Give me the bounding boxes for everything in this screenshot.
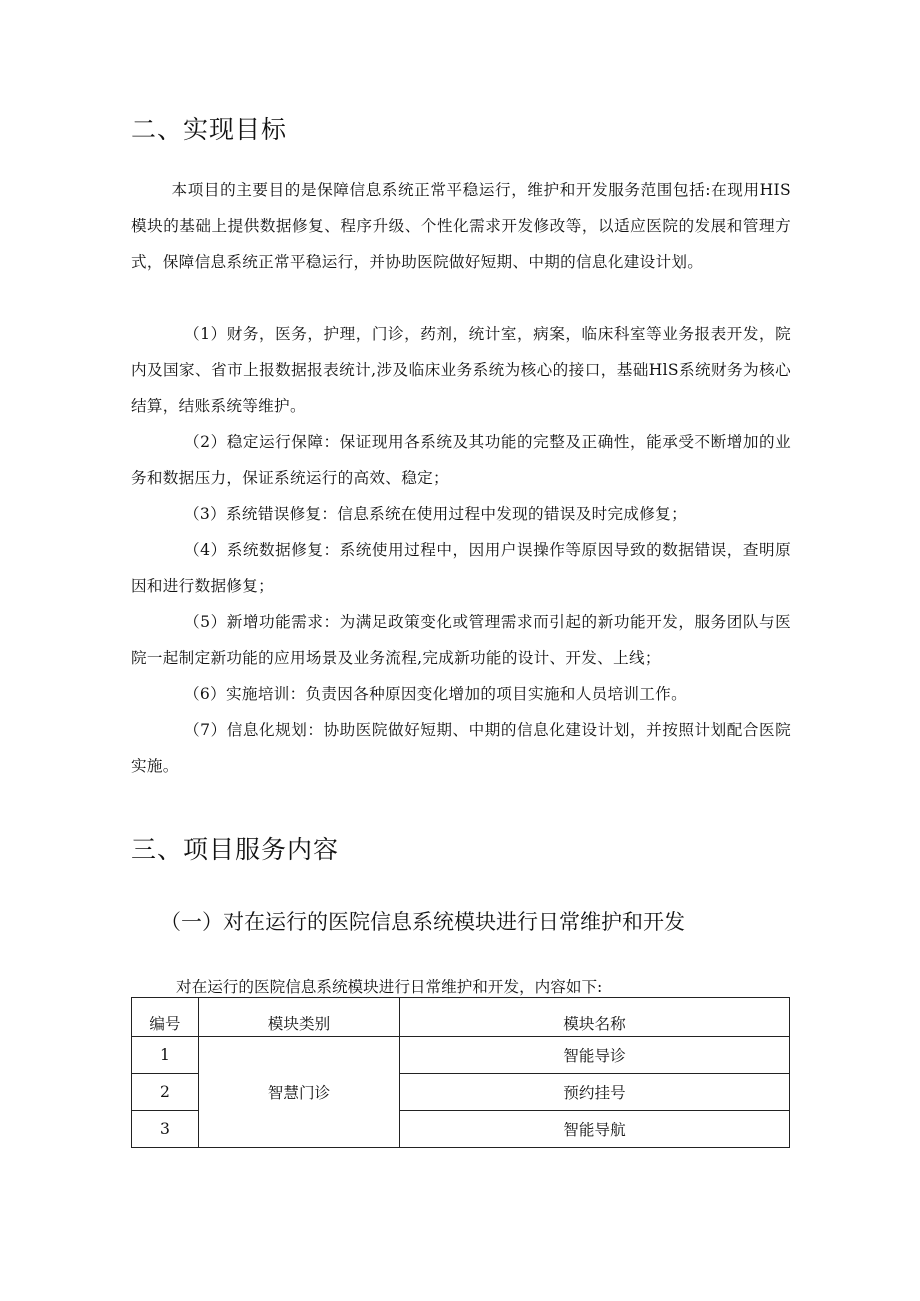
header-category: 模块类别: [199, 998, 400, 1037]
table-intro-text: 对在运行的医院信息系统模块进行日常维护和开发，内容如下:: [176, 978, 603, 996]
row-number: 2: [132, 1074, 199, 1111]
row-module-name: 智能导航: [400, 1111, 790, 1148]
goal-item-3: （3）系统错误修复：信息系统在使用过程中发现的错误及时完成修复；: [184, 505, 687, 523]
goal-item-5: （5）新增功能需求：为满足政策变化或管理需求而引起的新功能开发，服务团队与医院一起制定新功能的应用场景及业务流程,完成新功能的设计、开发、上线；: [131, 613, 791, 667]
goal-item-2: （2）稳定运行保障：保证现用各系统及其功能的完整及正确性，能承受不断增加的业务和数据压力，保证系统运行的高效、稳定；: [131, 433, 791, 487]
goal-item-6: （6）实施培训：负责因各种原因变化增加的项目实施和人员培训工作。: [184, 685, 687, 703]
table-row: [132, 1037, 790, 1074]
goal-item-7: （7）信息化规划：协助医院做好短期、中期的信息化建设计划，并按照计划配合医院实施。: [131, 721, 791, 775]
goal-item-1: （1）财务，医务，护理，门诊，药剂，统计室，病案，临床科室等业务报表开发，院内及国家、省市上报数据报表统计,涉及临床业务系统为核心的接口，基础HlS系统财务为核心结算，结账系统等维护。: [131, 325, 791, 415]
row-module-name: 智能导诊: [400, 1037, 790, 1074]
subsection-heading-maintenance: （一）对在运行的医院信息系统模块进行日常维护和开发: [160, 910, 685, 934]
section-heading-service-content: 三、项目服务内容: [131, 835, 340, 864]
goals-intro-paragraph: 本项目的主要目的是保障信息系统正常平稳运行，维护和开发服务范围包括:在现用HIS模块的基础上提供数据修复、程序升级、个性化需求开发修改等，以适应医院的发展和管理方式，保障信息系统正常平稳运行，并协助医院做好短期、中期的信息化建设计划。: [131, 181, 791, 271]
header-number: 编号: [132, 998, 199, 1037]
table-header-row: [132, 998, 790, 1037]
row-module-name: 预约挂号: [400, 1074, 790, 1111]
section-heading-goals: 二、实现目标: [131, 115, 288, 144]
row-category: 智慧门诊: [199, 1037, 400, 1148]
header-module-name: 模块名称: [400, 998, 790, 1037]
goal-item-4: （4）系统数据修复：系统使用过程中，因用户误操作等原因导致的数据错误，查明原因和进行数据修复；: [131, 541, 791, 595]
row-number: 1: [132, 1037, 199, 1074]
module-table: [131, 997, 790, 1148]
row-number: 3: [132, 1111, 199, 1148]
